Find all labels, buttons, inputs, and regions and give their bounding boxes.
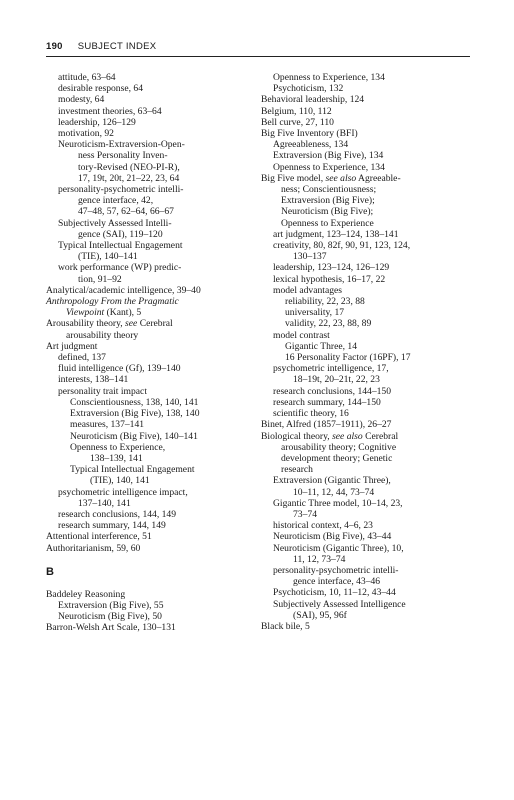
entry-line: Typical Intellectual Engagement bbox=[58, 240, 183, 252]
entry-continuation-line: 18–19t, 20–21t, 22, 23 bbox=[293, 374, 380, 386]
entry-line: psychometric intelligence impact, bbox=[58, 486, 188, 498]
index-subentry bbox=[261, 599, 473, 621]
index-entry bbox=[46, 318, 258, 340]
index-subentry bbox=[46, 442, 258, 464]
index-subentry bbox=[46, 611, 258, 622]
index-subentry bbox=[46, 94, 258, 105]
page-title: SUBJECT INDEX bbox=[77, 41, 157, 52]
entry-line: Psychoticism, 10, 11–12, 43–44 bbox=[273, 587, 396, 599]
entry-line: desirable response, 64 bbox=[58, 83, 143, 95]
index-entry bbox=[261, 128, 473, 139]
index-subentry bbox=[261, 229, 473, 240]
entry-line: measures, 137–141 bbox=[70, 419, 145, 431]
entry-line: Subjectively Assessed Intelligence bbox=[273, 598, 406, 610]
entry-line: Openness to Experience, 134 bbox=[273, 161, 385, 173]
entry-line: psychometric intelligence, 17, bbox=[273, 363, 389, 375]
index-subentry bbox=[46, 431, 258, 442]
entry-line: fluid intelligence (Gf), 139–140 bbox=[58, 363, 181, 375]
index-entry bbox=[261, 173, 473, 229]
entry-line: Openness to Experience, 134 bbox=[273, 72, 385, 83]
entry-continuation-line: 17, 19t, 20t, 21–22, 23, 64 bbox=[78, 172, 180, 184]
index-subentry bbox=[261, 341, 473, 352]
index-subentry bbox=[261, 543, 473, 565]
entry-line: personality trait impact bbox=[58, 385, 147, 397]
index-subentry bbox=[261, 352, 473, 363]
page-number: 190 bbox=[46, 41, 63, 52]
index-entry bbox=[261, 431, 473, 476]
entry-line: Authoritarianism, 59, 60 bbox=[46, 542, 141, 554]
index-subentry bbox=[46, 464, 258, 486]
index-subentry bbox=[261, 274, 473, 285]
index-subentry bbox=[261, 72, 473, 83]
entry-continuation-line: (TIE), 140, 141 bbox=[90, 475, 150, 487]
entry-line: Big Five Inventory (BFI) bbox=[261, 128, 358, 140]
entry-line: Neuroticism (Big Five), 43–44 bbox=[273, 531, 392, 543]
entry-line: Attentional interference, 51 bbox=[46, 531, 152, 543]
index-subentry bbox=[261, 386, 473, 397]
entry-line: lexical hypothesis, 16–17, 22 bbox=[273, 273, 386, 285]
entry-continuation-line: Viewpoint (Kant), 5 bbox=[66, 307, 142, 319]
entry-line: leadership, 123–124, 126–129 bbox=[273, 262, 390, 274]
entry-line: personality-psychometric intelli- bbox=[58, 184, 184, 196]
index-subentry bbox=[46, 106, 258, 117]
entry-line: creativity, 80, 82f, 90, 91, 123, 124, bbox=[273, 240, 411, 252]
index-subentry bbox=[46, 509, 258, 520]
entry-line: Anthropology From the Pragmatic bbox=[46, 296, 179, 308]
index-entry bbox=[46, 531, 258, 542]
entry-line: motivation, 92 bbox=[58, 128, 114, 140]
entry-continuation-line: 138–139, 141 bbox=[90, 452, 143, 464]
entry-line: research conclusions, 144–150 bbox=[273, 385, 392, 397]
index-subentry bbox=[261, 240, 473, 262]
entry-line: Black bile, 5 bbox=[261, 620, 310, 632]
index-subentry bbox=[46, 487, 258, 509]
entry-continuation-line: ness; Conscientiousness; bbox=[281, 184, 377, 196]
index-subentry bbox=[46, 240, 258, 262]
index-subentry bbox=[46, 419, 258, 430]
entry-line: validity, 22, 23, 88, 89 bbox=[285, 318, 372, 330]
index-entry bbox=[261, 94, 473, 105]
entry-continuation-line: ness Personality Inven- bbox=[78, 150, 168, 162]
index-subentry bbox=[46, 397, 258, 408]
entry-continuation-line: 73–74 bbox=[293, 508, 317, 520]
index-subentry bbox=[261, 285, 473, 296]
entry-line: Extraversion (Big Five), 55 bbox=[58, 599, 164, 611]
entry-line: research conclusions, 144, 149 bbox=[58, 508, 177, 520]
header-rule bbox=[46, 56, 470, 57]
index-subentry bbox=[46, 139, 258, 184]
entry-continuation-line: 10–11, 12, 44, 73–74 bbox=[293, 486, 375, 498]
index-subentry bbox=[261, 531, 473, 542]
entry-continuation-line: 11, 12, 73–74 bbox=[293, 553, 346, 565]
entry-line: Typical Intellectual Engagement bbox=[70, 464, 195, 476]
entry-line: Analytical/academic intelligence, 39–40 bbox=[46, 284, 201, 296]
entry-line: universality, 17 bbox=[285, 307, 345, 319]
index-subentry bbox=[261, 565, 473, 587]
entry-line: Art judgment bbox=[46, 340, 98, 352]
index-subentry bbox=[261, 150, 473, 161]
index-subentry bbox=[46, 83, 258, 94]
index-subentry bbox=[261, 296, 473, 307]
entry-line: model contrast bbox=[273, 329, 330, 341]
entry-continuation-line: tion, 91–92 bbox=[78, 273, 122, 285]
index-subentry bbox=[46, 374, 258, 385]
entry-line: Neuroticism (Big Five), 140–141 bbox=[70, 430, 198, 442]
index-entry bbox=[261, 621, 473, 632]
entry-line: Gigantic Three, 14 bbox=[285, 340, 358, 352]
entry-continuation-line: (SAI), 95, 96f bbox=[293, 609, 347, 621]
entry-continuation-line: 137–140, 141 bbox=[78, 497, 131, 509]
entry-continuation-line: Openness to Experience bbox=[281, 217, 374, 229]
index-subentry bbox=[261, 330, 473, 341]
entry-continuation-line: 47–48, 57, 62–64, 66–67 bbox=[78, 206, 174, 218]
entry-line: Behavioral leadership, 124 bbox=[261, 94, 365, 106]
index-subentry bbox=[46, 408, 258, 419]
index-subentry bbox=[46, 128, 258, 139]
entry-continuation-line: Neuroticism (Big Five); bbox=[281, 206, 374, 218]
index-subentry bbox=[46, 363, 258, 374]
index-subentry bbox=[46, 117, 258, 128]
entry-line: Agreeableness, 134 bbox=[273, 139, 349, 151]
entry-continuation-line: arousability theory; Cognitive bbox=[281, 441, 397, 453]
index-entry bbox=[46, 589, 258, 600]
index-entry bbox=[46, 296, 258, 318]
entry-line: Openness to Experience, bbox=[70, 441, 166, 453]
entry-line: Big Five model, see also Agreeable- bbox=[261, 172, 401, 184]
entry-line: Neuroticism (Gigantic Three), 10, bbox=[273, 542, 404, 554]
index-subentry bbox=[261, 83, 473, 94]
entry-line: model advantages bbox=[273, 284, 342, 296]
index-subentry bbox=[261, 307, 473, 318]
index-subentry bbox=[261, 397, 473, 408]
index-entry bbox=[261, 106, 473, 117]
entry-line: 16 Personality Factor (16PF), 17 bbox=[285, 352, 411, 364]
index-subentry bbox=[46, 520, 258, 531]
entry-line: Neuroticism-Extraversion-Open- bbox=[58, 139, 185, 151]
entry-line: interests, 138–141 bbox=[58, 374, 129, 386]
entry-line: Gigantic Three model, 10–14, 23, bbox=[273, 497, 403, 509]
index-entry bbox=[261, 419, 473, 430]
index-subentry bbox=[46, 218, 258, 240]
index-entry bbox=[46, 543, 258, 554]
entry-line: scientific theory, 16 bbox=[273, 408, 349, 420]
entry-line: defined, 137 bbox=[58, 352, 106, 364]
index-entry bbox=[261, 117, 473, 128]
entry-line: Psychoticism, 132 bbox=[273, 83, 344, 95]
entry-continuation-line: gence (SAI), 119–120 bbox=[78, 228, 163, 240]
entry-line: Neuroticism (Big Five), 50 bbox=[58, 611, 162, 623]
index-column-left bbox=[46, 72, 258, 634]
entry-line: personality-psychometric intelli- bbox=[273, 564, 399, 576]
index-entry bbox=[46, 285, 258, 296]
entry-line: Arousability theory, see Cerebral bbox=[46, 318, 173, 330]
entry-line: Extraversion (Gigantic Three), bbox=[273, 475, 391, 487]
entry-line: Bell curve, 27, 110 bbox=[261, 116, 334, 128]
index-subentry bbox=[46, 72, 258, 83]
index-subentry bbox=[261, 139, 473, 150]
index-subentry bbox=[261, 262, 473, 273]
entry-continuation-line: Extraversion (Big Five); bbox=[281, 195, 375, 207]
index-subentry bbox=[46, 352, 258, 363]
entry-line: Extraversion (Big Five), 138, 140 bbox=[70, 408, 200, 420]
entry-line: Conscientiousness, 138, 140, 141 bbox=[70, 396, 199, 408]
entry-line: work performance (WP) predic- bbox=[58, 262, 182, 274]
entry-continuation-line: 130–137 bbox=[293, 251, 327, 263]
index-subentry bbox=[261, 498, 473, 520]
entry-continuation-line: research bbox=[281, 464, 313, 476]
index-subentry bbox=[46, 262, 258, 284]
section-letter-b: B bbox=[46, 565, 54, 578]
entry-line: investment theories, 63–64 bbox=[58, 105, 162, 117]
index-subentry bbox=[46, 600, 258, 611]
entry-line: attitude, 63–64 bbox=[58, 72, 116, 83]
entry-line: Subjectively Assessed Intelli- bbox=[58, 217, 172, 229]
entry-continuation-line: development theory; Genetic bbox=[281, 452, 393, 464]
index-entry bbox=[46, 622, 258, 633]
entry-continuation-line: tory-Revised (NEO-PI-R), bbox=[78, 161, 180, 173]
entry-line: historical context, 4–6, 23 bbox=[273, 520, 373, 532]
entry-line: reliability, 22, 23, 88 bbox=[285, 296, 365, 308]
entry-line: leadership, 126–129 bbox=[58, 116, 136, 128]
entry-line: research summary, 144–150 bbox=[273, 396, 381, 408]
entry-continuation-line: gence interface, 43–46 bbox=[293, 576, 381, 588]
index-subentry bbox=[261, 587, 473, 598]
entry-line: Baddeley Reasoning bbox=[46, 588, 126, 600]
index-subentry bbox=[261, 363, 473, 385]
entry-line: Biological theory, see also Cerebral bbox=[261, 430, 399, 442]
entry-continuation-line: (TIE), 140–141 bbox=[78, 251, 138, 263]
index-subentry bbox=[46, 386, 258, 397]
entry-line: research summary, 144, 149 bbox=[58, 520, 166, 532]
index-column-right bbox=[261, 72, 473, 632]
entry-line: modesty, 64 bbox=[58, 94, 105, 106]
entry-line: Barron-Welsh Art Scale, 130–131 bbox=[46, 622, 176, 634]
index-subentry bbox=[46, 184, 258, 218]
index-subentry bbox=[261, 520, 473, 531]
entry-line: Extraversion (Big Five), 134 bbox=[273, 150, 384, 162]
index-subentry bbox=[261, 162, 473, 173]
running-head bbox=[46, 41, 466, 52]
index-subentry bbox=[261, 475, 473, 497]
entry-line: art judgment, 123–124, 138–141 bbox=[273, 228, 399, 240]
entry-line: Binet, Alfred (1857–1911), 26–27 bbox=[261, 419, 392, 431]
index-subentry bbox=[261, 408, 473, 419]
entry-line: Belgium, 110, 112 bbox=[261, 105, 332, 117]
index-entry bbox=[46, 341, 258, 352]
index-subentry bbox=[261, 318, 473, 329]
entry-continuation-line: gence interface, 42, bbox=[78, 195, 154, 207]
entry-continuation-line: arousability theory bbox=[66, 329, 139, 341]
